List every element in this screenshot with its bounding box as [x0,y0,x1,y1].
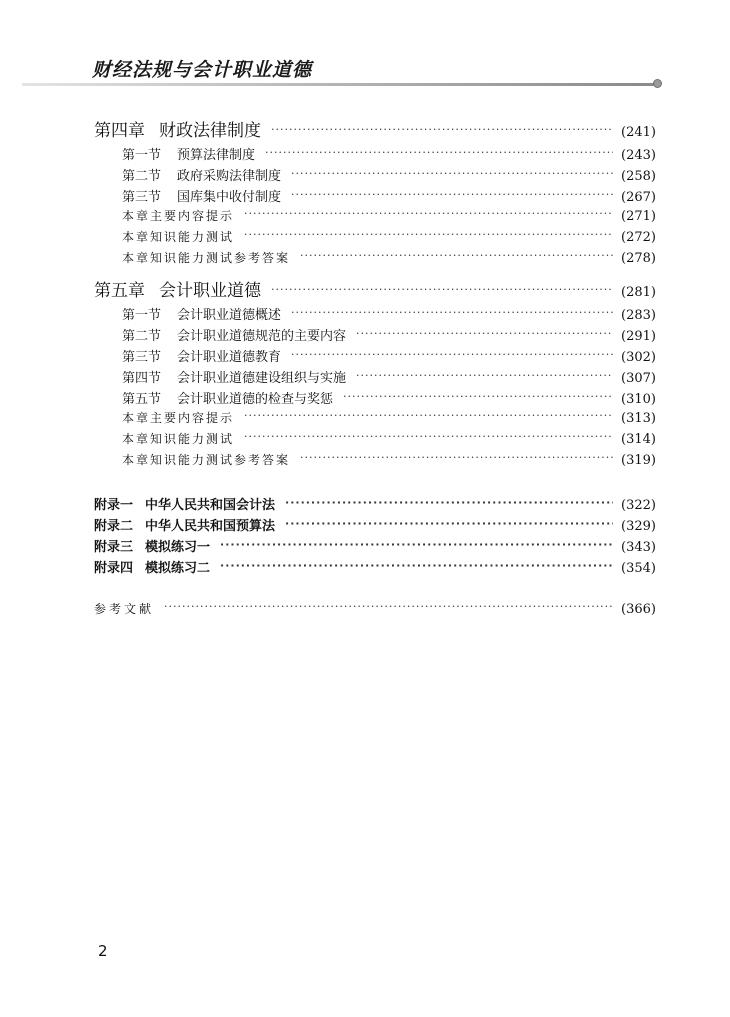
header-rule [22,83,656,86]
book-title: 财经法规与会计职业道德 [92,59,313,81]
dot-leader [164,600,613,613]
running-header [0,0,730,95]
page-ref: (241) [621,125,656,140]
summary-title: 本章知识能力测试 [122,432,235,446]
dot-leader [291,306,613,319]
dot-leader [285,517,613,530]
section-title: 会计职业道德的检查与奖惩 [177,392,334,407]
toc-section[interactable] [122,367,656,386]
appendix-title: 模拟练习二 [145,561,211,576]
toc-section[interactable] [122,144,656,163]
toc-summary[interactable] [122,249,656,266]
appendix-number: 附录一 [94,498,134,513]
toc-summary[interactable] [122,228,656,245]
chapter-title: 会计职业道德 [159,281,261,301]
section-number: 第三节 [122,350,162,365]
page-ref: (313) [621,411,656,426]
summary-title: 本章知识能力测试参考答案 [122,453,291,467]
toc-appendix-4[interactable] [94,557,656,576]
dot-leader [291,167,613,180]
section-title: 国库集中收付制度 [177,190,282,205]
toc-chapter-4[interactable] [94,116,656,141]
section-title: 会计职业道德建设组织与实施 [177,371,347,386]
toc-summary[interactable] [122,451,656,468]
header-rule-dot [653,79,662,88]
section-number: 第三节 [122,190,162,205]
summary-title: 本章主要内容提示 [122,209,235,223]
section-number: 第二节 [122,169,162,184]
section-number: 第五节 [122,392,162,407]
toc-section[interactable] [122,186,656,205]
toc-references[interactable] [94,600,656,617]
summary-title: 本章主要内容提示 [122,411,235,425]
appendix-number: 附录二 [94,519,134,534]
dot-leader [356,369,613,382]
summary-title: 本章知识能力测试 [122,230,235,244]
dot-leader [220,538,613,551]
toc-section[interactable] [122,325,656,344]
toc-appendix-1[interactable] [94,494,656,513]
toc-section[interactable] [122,388,656,407]
toc-chapter-5[interactable] [94,276,656,301]
page-ref: (281) [621,285,656,300]
appendix-title: 模拟练习一 [145,540,211,555]
page-ref: (354) [621,561,656,576]
page-ref: (267) [621,190,656,205]
chapter-number: 第四章 [94,121,145,141]
page-ref: (329) [621,519,656,534]
section-title: 会计职业道德概述 [177,308,282,323]
page-ref: (307) [621,371,656,386]
toc-section[interactable] [122,165,656,184]
dot-leader [356,327,613,340]
section-title: 会计职业道德教育 [177,350,282,365]
references-title: 参考文献 [94,602,155,616]
page-ref: (271) [621,209,656,224]
dot-leader [265,146,613,159]
dot-leader [220,559,613,572]
dot-leader [291,348,613,361]
chapter-number: 第五章 [94,281,145,301]
chapter-title: 财政法律制度 [159,121,261,141]
toc-summary[interactable] [122,207,656,224]
dot-leader [285,496,613,509]
page-ref: (343) [621,540,656,555]
dot-leader [244,430,613,443]
page-ref: (243) [621,148,656,163]
page-ref: (310) [621,392,656,407]
page-ref: (278) [621,251,656,266]
section-number: 第一节 [122,308,162,323]
page-ref: (319) [621,453,656,468]
page-ref: (366) [621,602,656,617]
page-ref: (283) [621,308,656,323]
section-number: 第二节 [122,329,162,344]
page-ref: (302) [621,350,656,365]
page-number: 2 [98,942,108,960]
appendix-title: 中华人民共和国会计法 [145,498,276,513]
toc-appendix-3[interactable] [94,536,656,555]
appendix-number: 附录三 [94,540,134,555]
page-ref: (322) [621,498,656,513]
summary-title: 本章知识能力测试参考答案 [122,251,291,265]
dot-leader [343,390,613,403]
appendix-number: 附录四 [94,561,134,576]
section-number: 第四节 [122,371,162,386]
dot-leader [244,409,613,422]
toc-appendix-2[interactable] [94,515,656,534]
dot-leader [244,228,613,241]
dot-leader [291,188,613,201]
toc-summary[interactable] [122,409,656,426]
page-ref: (314) [621,432,656,447]
page-ref: (291) [621,329,656,344]
toc-summary[interactable] [122,430,656,447]
dot-leader [300,451,613,464]
toc-section[interactable] [122,346,656,365]
section-title: 预算法律制度 [177,148,256,163]
dot-leader [271,283,613,296]
appendix-title: 中华人民共和国预算法 [145,519,276,534]
toc-section[interactable] [122,304,656,323]
page-ref: (258) [621,169,656,184]
section-number: 第一节 [122,148,162,163]
section-title: 政府采购法律制度 [177,169,282,184]
page-ref: (272) [621,230,656,245]
dot-leader [244,207,613,220]
dot-leader [300,249,613,262]
section-title: 会计职业道德规范的主要内容 [177,329,347,344]
dot-leader [271,123,613,136]
